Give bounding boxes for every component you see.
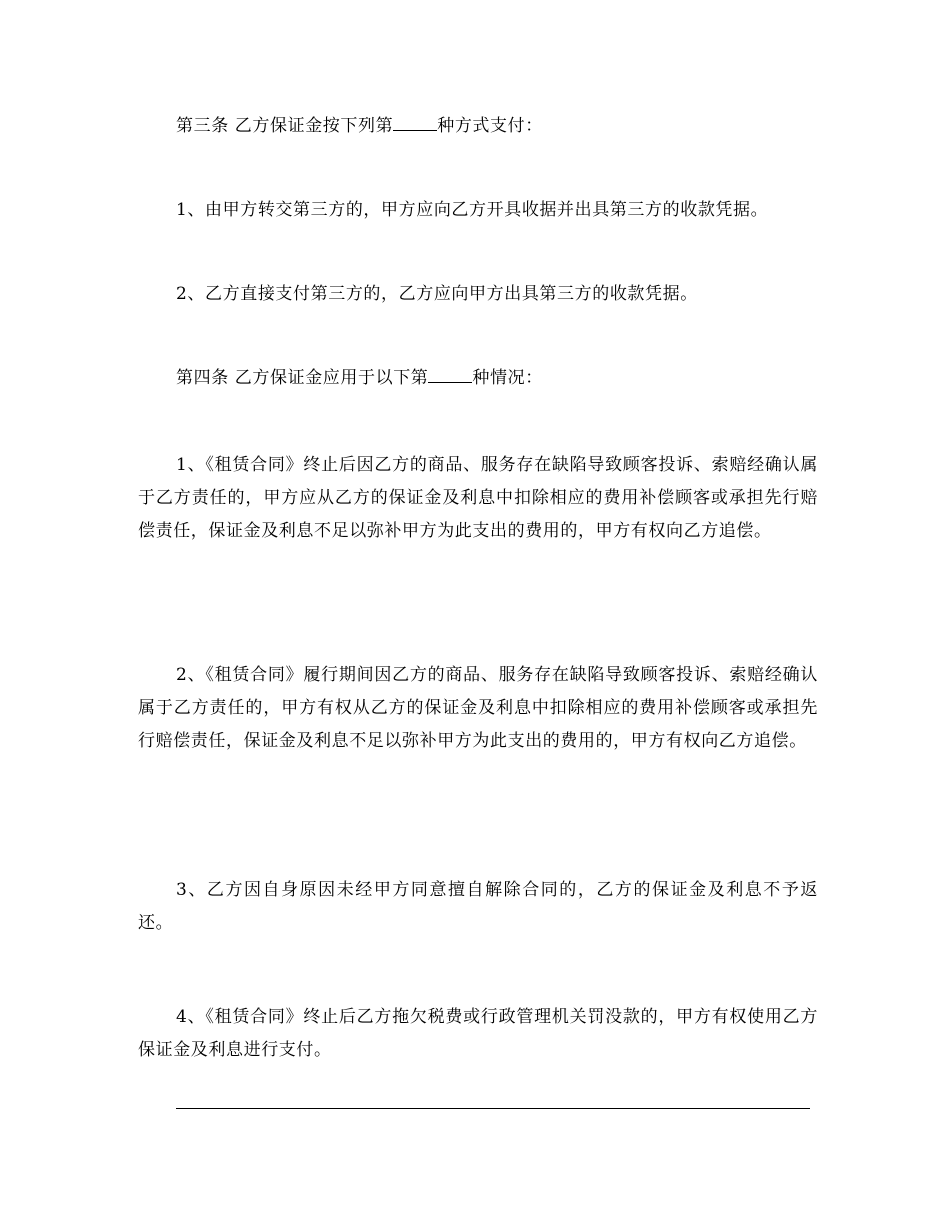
article-4-text-after: 种情况： xyxy=(472,368,543,388)
article-3-item-1: 1、由甲方转交第三方的，甲方应向乙方开具收据并出具第三方的收款凭据。 xyxy=(176,200,769,220)
article-3-blank xyxy=(393,114,437,131)
article-4-text-before: 第四条 乙方保证金应用于以下第 xyxy=(176,368,429,388)
article-3-heading xyxy=(138,110,818,143)
article-3-text-before: 第三条 乙方保证金按下列第 xyxy=(176,116,394,136)
article-3-text-after: 种方式支付： xyxy=(437,116,543,136)
footer-divider xyxy=(176,1108,810,1109)
article-4-blank xyxy=(428,366,472,383)
article-4-item-2: 2、《租赁合同》履行期间因乙方的商品、服务存在缺陷导致顾客投诉、索赔经确认属于乙方责任的，甲方有权从乙方的保证金及利息中扣除相应的费用补偿顾客或承担先行赔偿责任，保证金及利息不足以弥补甲方为此支出的费用的，甲方有权向乙方追偿。 xyxy=(138,665,818,751)
article-3-item-2: 2、乙方直接支付第三方的，乙方应向甲方出具第三方的收款凭据。 xyxy=(176,284,698,304)
article-4-item-4: 4、《租赁合同》终止后乙方拖欠税费或行政管理机关罚没款的，甲方有权使用乙方保证金及利息进行支付。 xyxy=(138,1007,818,1060)
article-4-heading xyxy=(138,362,818,395)
article-4-item-1: 1、《租赁合同》终止后因乙方的商品、服务存在缺陷导致顾客投诉、索赔经确认属于乙方责任的，甲方应从乙方的保证金及利息中扣除相应的费用补偿顾客或承担先行赔偿责任，保证金及利息不足以弥补甲方为此支出的费用的，甲方有权向乙方追偿。 xyxy=(138,455,818,541)
article-4-item-3: 3、乙方因自身原因未经甲方同意擅自解除合同的，乙方的保证金及利息不予返还。 xyxy=(138,880,818,933)
